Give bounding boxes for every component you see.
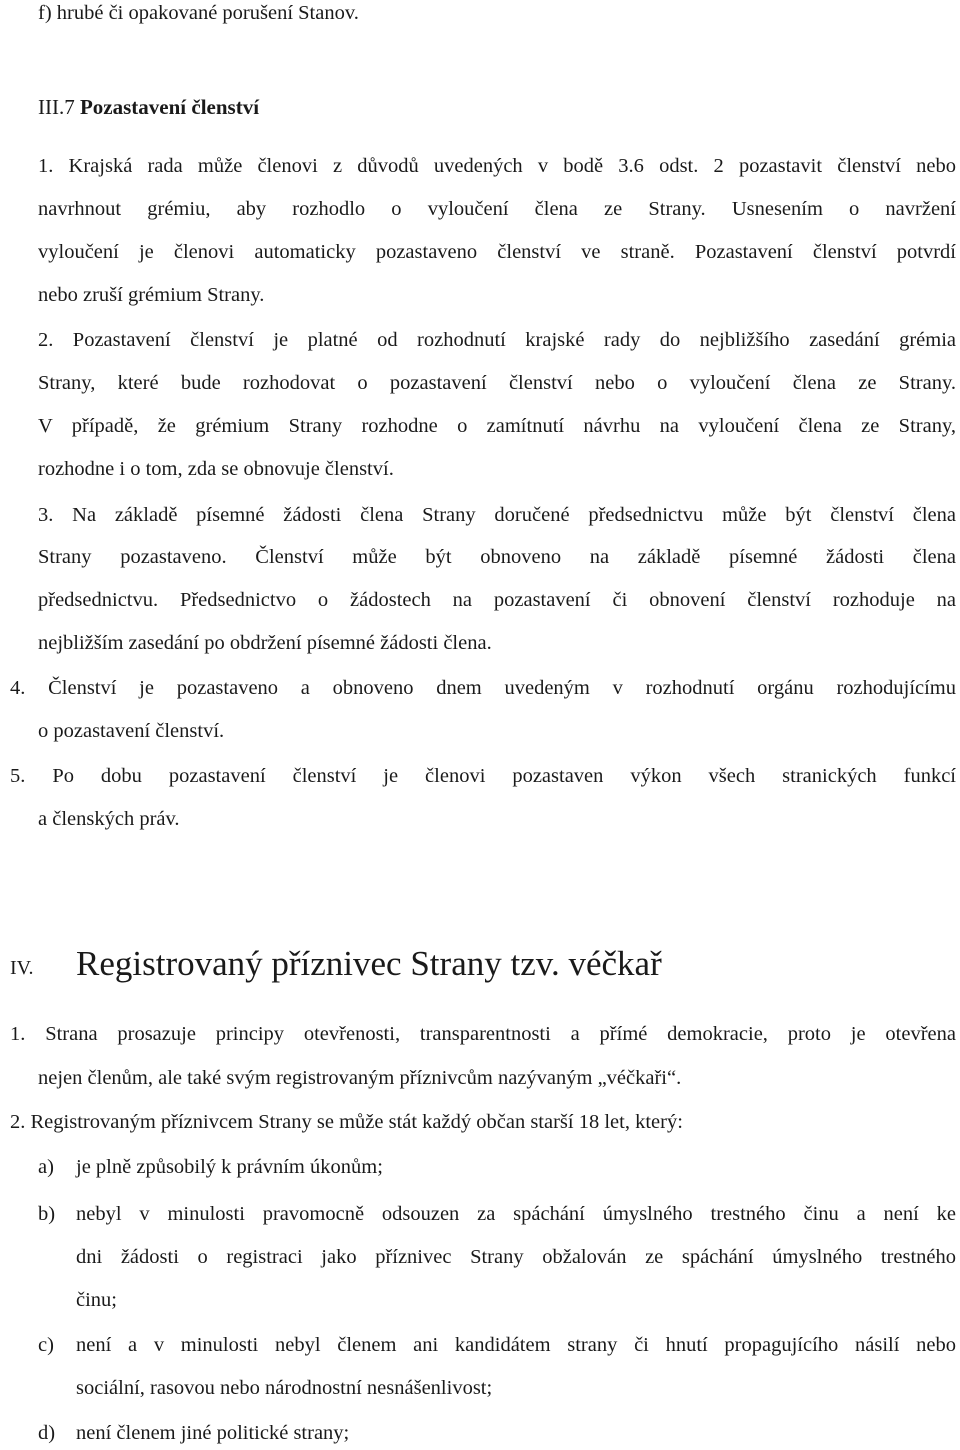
- paragraph-line: V případě, že grémium Strany rozhodne o zamítnutí návrhu na vyloučení člena ze Strany,: [38, 415, 956, 437]
- paragraph-line: Strany pozastaveno. Členství může být obnoveno na základě písemné žádosti člena: [38, 546, 956, 568]
- paragraph-line: vyloučení je členovi automaticky pozastaveno členství ve straně. Pozastavení členství potvrdí: [38, 241, 956, 263]
- paragraph-line: předsednictvu. Předsednictvo o žádostech na pozastavení či obnovení členství rozhoduje na: [38, 589, 956, 611]
- paragraph-line: 4. Členství je pozastaveno a obnoveno dnem uvedeným v rozhodnutí orgánu rozhodujícímu: [10, 677, 956, 699]
- paragraph-line: rozhodne i o tom, zda se obnovuje členství.: [38, 458, 394, 480]
- list-item-line: činu;: [76, 1289, 117, 1311]
- paragraph-line: o pozastavení členství.: [38, 720, 225, 742]
- section-heading: [38, 93, 259, 121]
- list-item-line: je plně způsobilý k právním úkonům;: [76, 1156, 383, 1178]
- list-marker: b): [38, 1203, 56, 1225]
- paragraph-line: nebo zruší grémium Strany.: [38, 284, 265, 306]
- list-marker: c): [38, 1334, 54, 1356]
- paragraph-line: nejbližším zasedání po obdržení písemné žádosti člena.: [38, 632, 492, 654]
- paragraph-line: 3. Na základě písemné žádosti člena Strany doručené předsednictvu může být členství člena: [38, 504, 956, 526]
- paragraph-line: 2. Registrovaným příznivcem Strany se může stát každý občan starší 18 let, který:: [10, 1111, 683, 1133]
- list-item-line: dni žádosti o registraci jako příznivec Strany obžalován ze spáchání úmyslného trestného: [76, 1246, 956, 1268]
- paragraph-line: Strany, které bude rozhodovat o pozastavení členství nebo o vyloučení člena ze Strany.: [38, 372, 956, 394]
- list-item-f: f) hrubé či opakované porušení Stanov.: [38, 2, 359, 24]
- paragraph-line: navrhnout grémiu, aby rozhodlo o vyloučení člena ze Strany. Usnesením o navržení: [38, 198, 956, 220]
- paragraph-line: 1. Strana prosazuje principy otevřenosti, transparentnosti a přímé demokracie, proto je otevřena: [10, 1023, 956, 1045]
- paragraph-line: 1. Krajská rada může členovi z důvodů uvedených v bodě 3.6 odst. 2 pozastavit členství nebo: [38, 155, 956, 177]
- list-marker: d): [38, 1422, 56, 1444]
- chapter-number: IV.: [10, 957, 34, 979]
- paragraph-line: nejen členům, ale také svým registrovaným příznivcům nazývaným „véčkaři“.: [38, 1067, 682, 1089]
- list-marker: a): [38, 1156, 54, 1178]
- chapter-title: Registrovaný příznivec Strany tzv. véčkař: [76, 944, 662, 983]
- list-item-line: není členem jiné politické strany;: [76, 1422, 350, 1444]
- paragraph-line: 2. Pozastavení členství je platné od rozhodnutí krajské rady do nejbližšího zasedání grémia: [38, 329, 956, 351]
- list-item-line: není a v minulosti nebyl členem ani kandidátem strany či hnutí propagujícího násilí nebo: [76, 1334, 956, 1356]
- list-item-line: nebyl v minulosti pravomocně odsouzen za spáchání úmyslného trestného činu a není ke: [76, 1203, 956, 1225]
- section-number: III.7: [38, 95, 75, 119]
- paragraph-line: 5. Po dobu pozastavení členství je členovi pozastaven výkon všech stranických funkcí: [10, 765, 956, 787]
- paragraph-line: a členských práv.: [38, 808, 180, 830]
- list-item-line: sociální, rasovou nebo národnostní nesnášenlivost;: [76, 1377, 493, 1399]
- section-title: Pozastavení členství: [79, 95, 260, 119]
